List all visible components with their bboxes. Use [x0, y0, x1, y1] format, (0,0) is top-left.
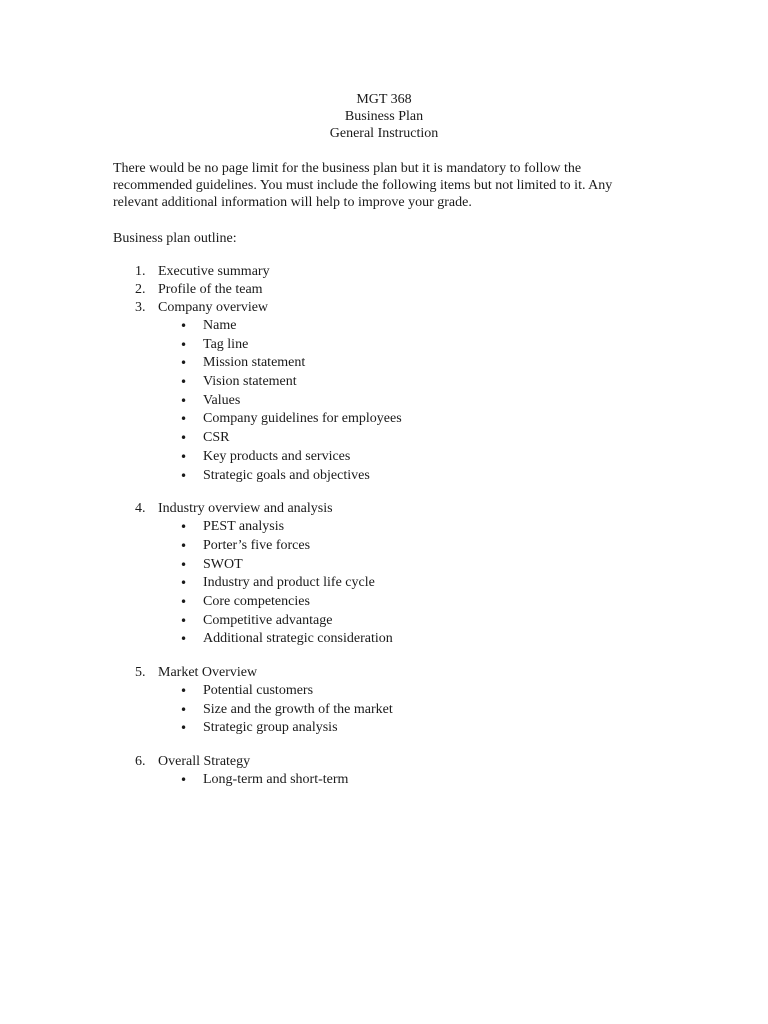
item-label: Market Overview [158, 665, 258, 680]
outline-section [0, 500, 768, 649]
bullet-label: Key products and services [203, 448, 351, 464]
bullet-label: Values [203, 392, 241, 408]
item-label: Company overview [158, 300, 269, 315]
bullet-item [0, 630, 768, 649]
outline-item [0, 500, 768, 518]
bullet-label: Mission statement [203, 355, 306, 371]
bullet-item [0, 556, 768, 575]
business-plan-outline [0, 263, 768, 790]
bullet-label: SWOT [203, 556, 243, 572]
outline-item [0, 281, 768, 299]
bullet-icon: • [180, 684, 188, 698]
intro-line: There would be no page limit for the business plan but it is mandatory to follow the [113, 161, 582, 176]
bullet-icon: • [180, 613, 188, 628]
bullet-item [0, 392, 768, 411]
bullet-item [0, 612, 768, 631]
outline-item [0, 753, 768, 771]
item-label: Executive summary [158, 264, 270, 279]
outline-section [0, 753, 768, 790]
outline-item [0, 299, 768, 317]
bullet-icon: • [180, 773, 188, 788]
bullet-icon: • [180, 520, 188, 535]
item-label: Industry overview and analysis [158, 501, 333, 517]
document-heading [0, 91, 768, 142]
bullet-icon: • [180, 538, 188, 553]
bullet-item [0, 410, 768, 429]
item-number: 2. [135, 282, 146, 297]
bullet-item [0, 467, 768, 486]
bullet-item [0, 574, 768, 593]
outline-item [0, 664, 768, 682]
item-number: 5. [135, 665, 146, 680]
bullet-item [0, 354, 768, 373]
bullet-label: Potential customers [203, 683, 314, 698]
item-label: Profile of the team [158, 282, 263, 297]
item-number: 4. [135, 501, 146, 517]
bullet-item [0, 373, 768, 392]
bullet-icon: • [180, 632, 188, 647]
bullet-item [0, 701, 768, 720]
bullet-icon: • [180, 721, 188, 736]
bullet-icon: • [180, 468, 188, 483]
bullet-label: Porter’s five forces [203, 537, 311, 553]
outline-section [0, 263, 768, 485]
document-title: Business Plan [344, 109, 424, 124]
bullet-label: Tag line [203, 336, 249, 352]
item-number: 1. [135, 264, 146, 279]
item-number: 3. [135, 300, 146, 315]
bullet-label: Competitive advantage [203, 612, 333, 628]
bullet-icon: • [180, 319, 188, 333]
item-label: Overall Strategy [158, 754, 251, 770]
outline-label: Business plan outline: [113, 231, 237, 246]
bullet-label: Name [203, 318, 237, 333]
bullet-icon: • [180, 412, 188, 427]
bullet-icon: • [180, 557, 188, 572]
bullet-item [0, 719, 768, 738]
bullet-item [0, 593, 768, 612]
bullet-label: Company guidelines for employees [203, 411, 402, 427]
bullet-label: CSR [203, 430, 230, 446]
outline-item [0, 263, 768, 281]
item-number: 6. [135, 754, 146, 770]
bullet-icon: • [180, 337, 188, 352]
bullet-label: Vision statement [203, 374, 297, 390]
intro-paragraph [113, 160, 643, 211]
bullet-label: Industry and product life cycle [203, 575, 375, 591]
bullet-item [0, 317, 768, 336]
outline-section [0, 664, 768, 738]
bullet-icon: • [180, 356, 188, 371]
bullet-label: Core competencies [203, 593, 310, 609]
bullet-item [0, 429, 768, 448]
bullet-icon: • [180, 702, 188, 717]
bullet-label: Additional strategic consideration [203, 631, 393, 647]
bullet-label: Strategic goals and objectives [203, 467, 370, 483]
intro-line: relevant additional information will help to improve your grade. [113, 195, 472, 210]
bullet-item [0, 682, 768, 701]
bullet-icon: • [180, 576, 188, 591]
document-subtitle: General Instruction [329, 126, 439, 141]
bullet-item [0, 448, 768, 467]
course-code: MGT 368 [356, 92, 412, 107]
bullet-item [0, 518, 768, 537]
bullet-icon: • [180, 594, 188, 609]
bullet-icon: • [180, 431, 188, 446]
bullet-item [0, 336, 768, 355]
bullet-label: Long-term and short-term [203, 772, 349, 788]
bullet-label: PEST analysis [203, 519, 285, 535]
bullet-icon: • [180, 449, 188, 464]
bullet-label: Strategic group analysis [203, 720, 338, 736]
bullet-label: Size and the growth of the market [203, 701, 393, 717]
bullet-item [0, 771, 768, 790]
intro-line: recommended guidelines. You must include the following items but not limited to it. Any [113, 178, 613, 193]
bullet-icon: • [180, 393, 188, 408]
bullet-item [0, 537, 768, 556]
bullet-icon: • [180, 375, 188, 390]
